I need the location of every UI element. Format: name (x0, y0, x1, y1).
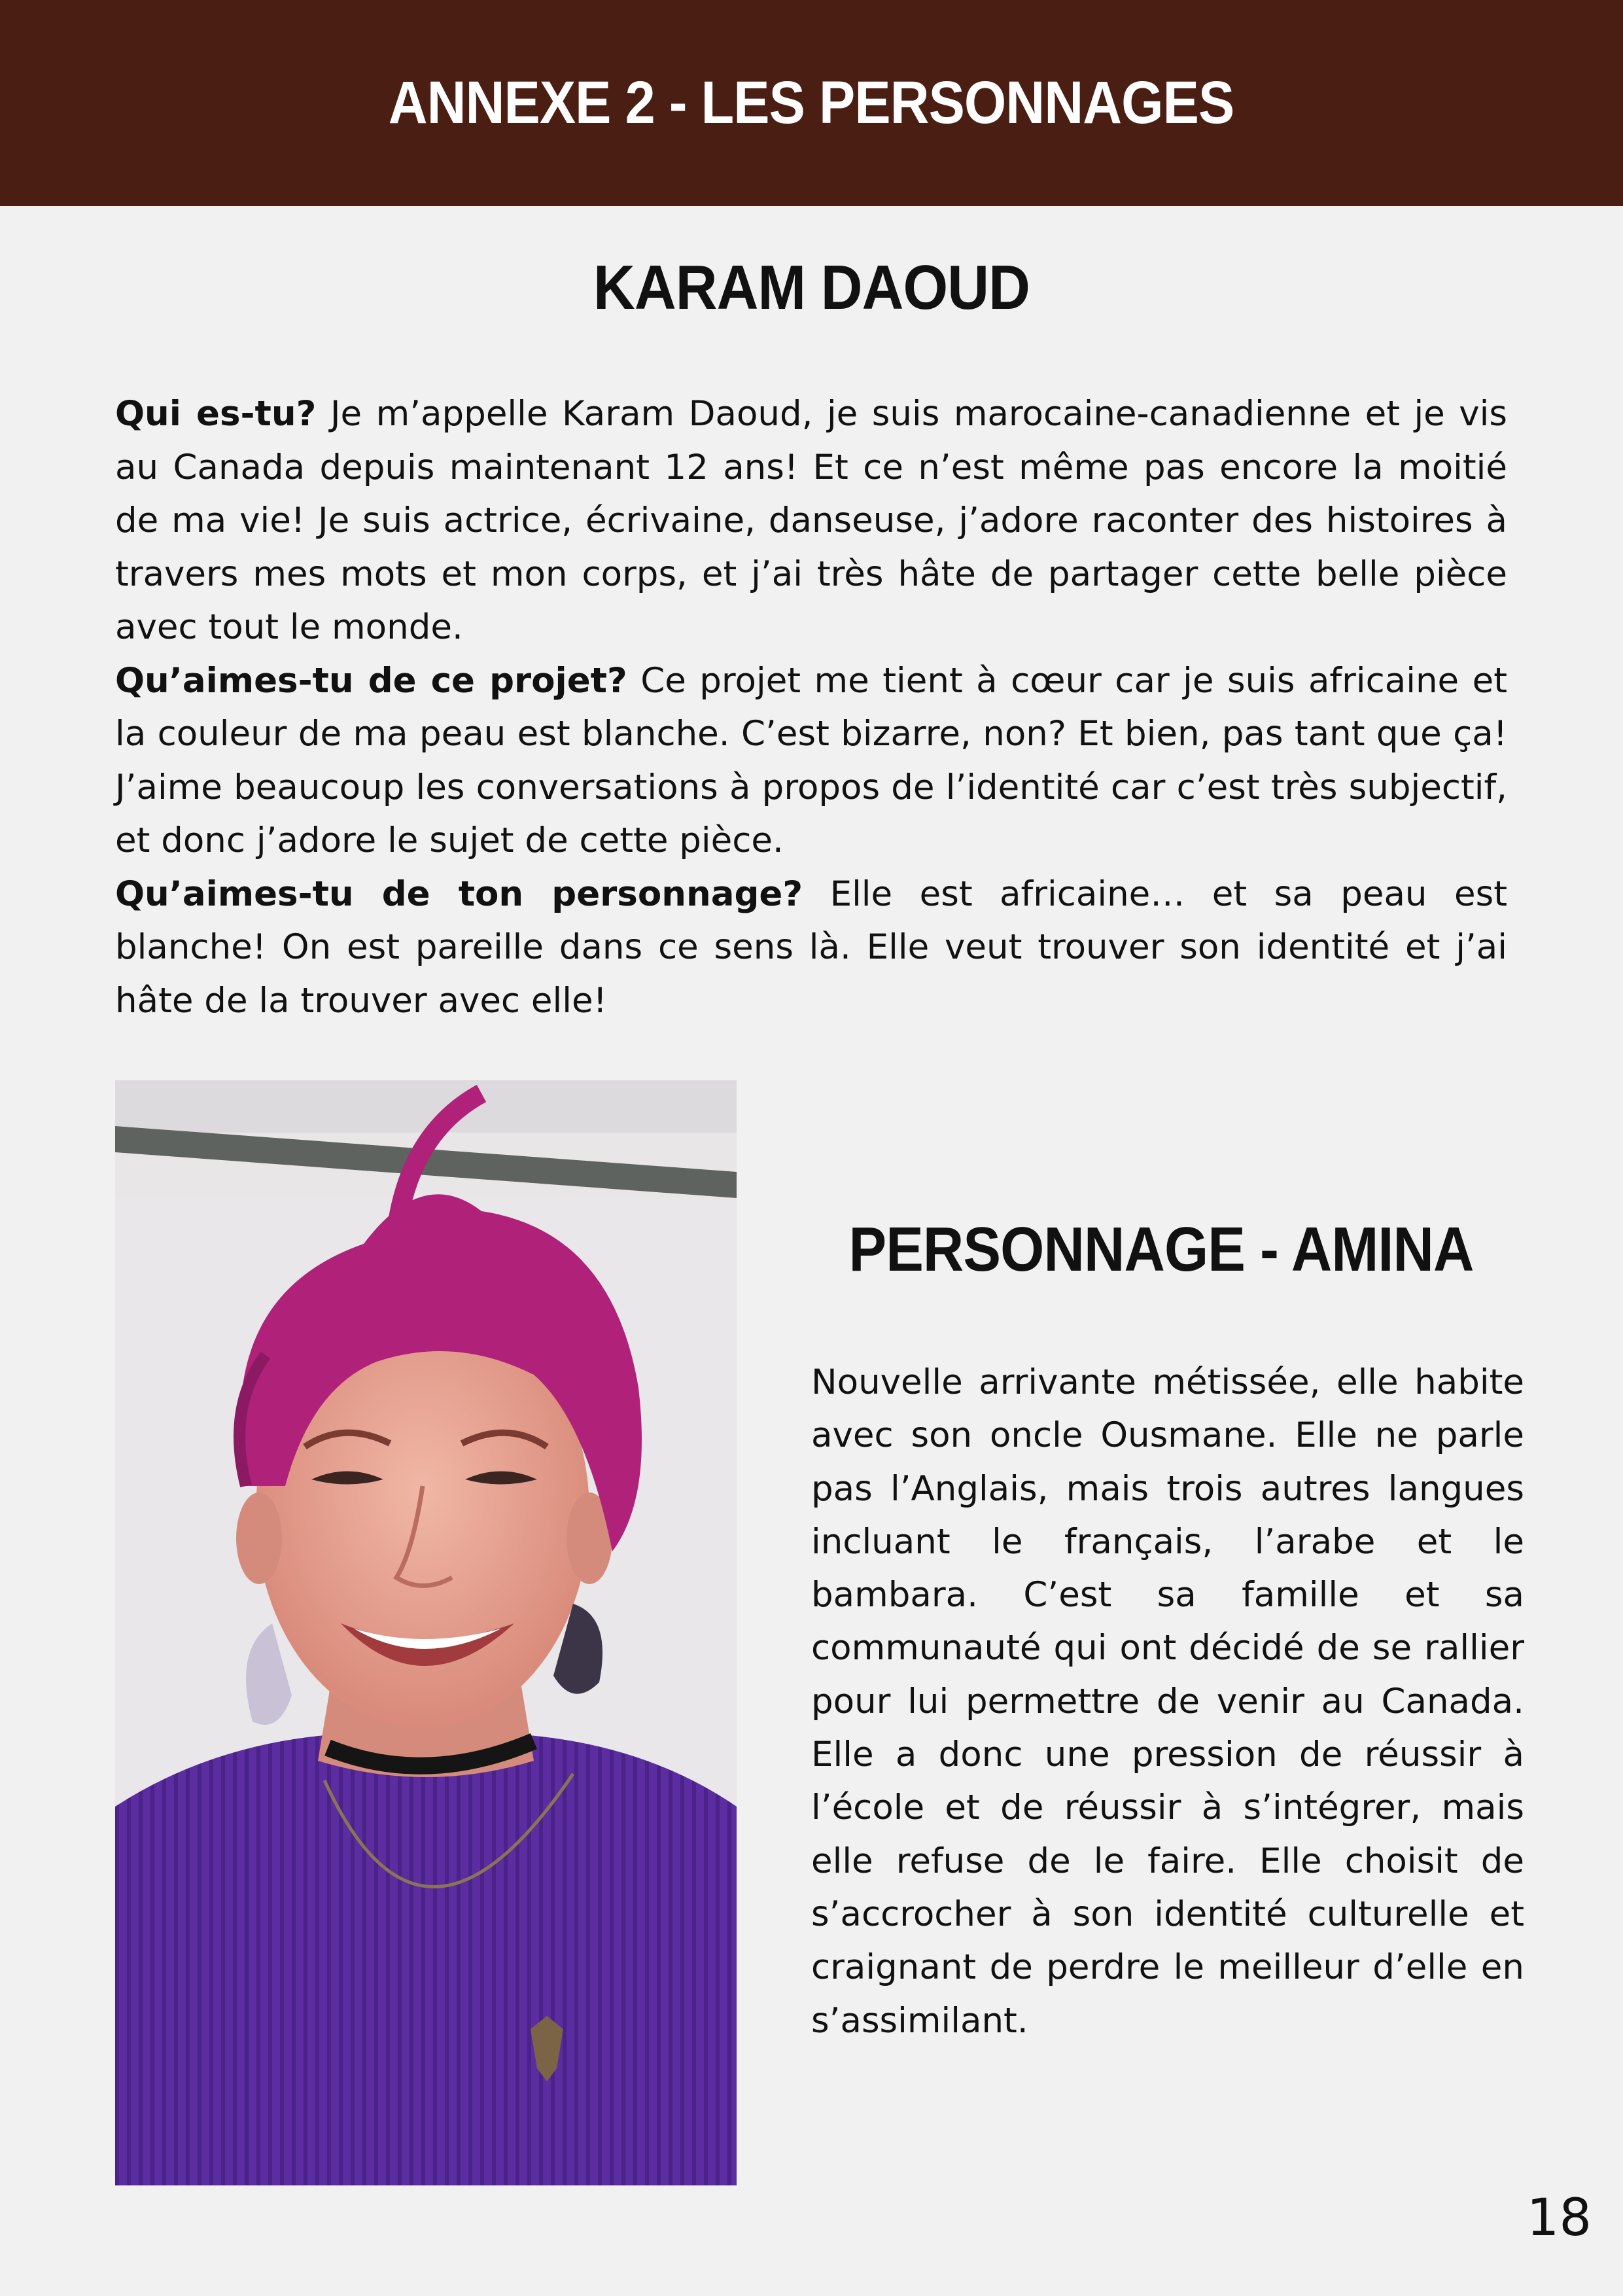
actor-name: KARAM DAOUD (593, 253, 1030, 323)
bio-question: Qu’aimes-tu de ce projet? (115, 660, 627, 701)
bio-question: Qu’aimes-tu de ton personnage? (115, 874, 803, 914)
actor-photo (115, 1080, 737, 2185)
character-description: Nouvelle arrivante métissée, elle habite avec son oncle Ousmane. Elle ne parle pas l’Anglais, mais trois autres langues incluant le français, l’arabe et le bambara. C’est sa famille et sa communauté qui ont décidé de se rallier pour lui permettre de venir au Canada. Elle a donc une pression de réussir à l’école et de réussir à s’intégrer, mais elle refuse de le faire. Elle choisit de s’accrocher à son identité culturelle et craignant de perdre le meilleur d’elle en s’assimilant. (811, 1362, 1524, 2041)
character-title: PERSONNAGE - AMINA (848, 1214, 1474, 1284)
bio-paragraph (115, 654, 1507, 868)
header-banner (0, 0, 1623, 206)
bio-answer: Je m’appelle Karam Daoud, je suis marocaine-canadienne et je vis au Canada depuis maintenant 12 ans! Et ce n’est même pas encore la moitié de ma vie! Je suis actrice, écrivaine, danseuse, j’adore raconter des histoires à travers mes mots et mon corps, et j’ai très hâte de partager cette belle pièce avec tout le monde. (115, 394, 1507, 647)
bio-question: Qui es-tu? (115, 394, 317, 434)
page-number: 18 (1526, 2189, 1592, 2248)
actor-bio (115, 387, 1507, 1027)
bio-paragraph (115, 868, 1507, 1028)
bio-answer: Elle est africaine… et sa peau est blanche! On est pareille dans ce sens là. Elle veut trouver son identité et j’ai hâte de la trouver avec elle! (115, 874, 1508, 1021)
bio-answer: Ce projet me tient à cœur car je suis africaine et la couleur de ma peau est blanche. C’est bizarre, non? Et bien, pas tant que ça! J’aime beaucoup les conversations à propos de l’identité car c’est très subjectif, et donc j’adore le sujet de cette pièce. (115, 660, 1507, 860)
page-title: ANNEXE 2 - LES PERSONNAGES (389, 69, 1234, 136)
bio-paragraph (115, 387, 1507, 654)
